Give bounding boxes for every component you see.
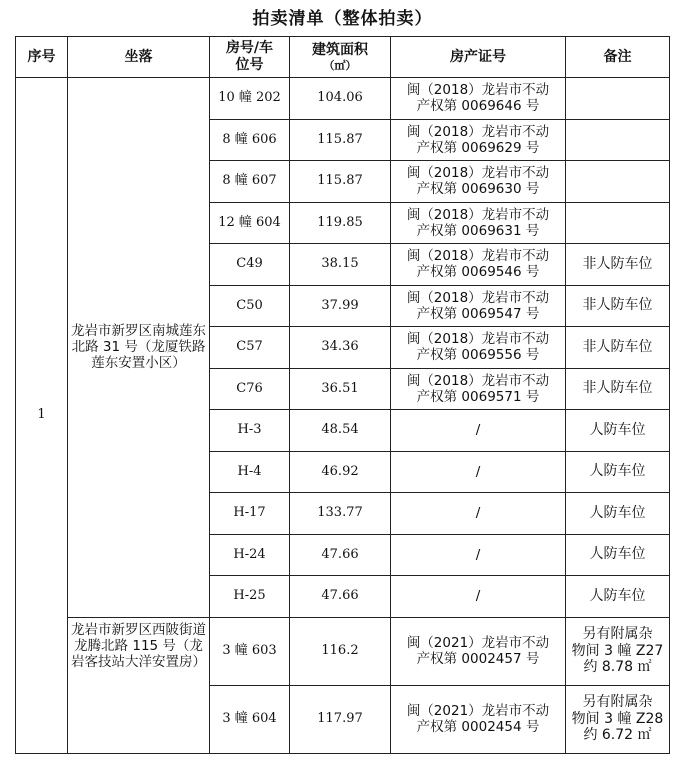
cert-cell: / (391, 534, 566, 576)
note-cell (566, 685, 670, 753)
note-line-2: 物间 3 幢 Z27 (571, 642, 664, 659)
cert-line-2: 产权第 0069631 号 (416, 222, 540, 239)
area-cell: 38.15 (290, 244, 391, 286)
header-room (210, 37, 290, 78)
cert-cell (391, 685, 566, 753)
note-cell: 人防车位 (566, 576, 670, 618)
cert-cell: / (391, 576, 566, 618)
document-title: 拍卖清单（整体拍卖） (252, 9, 433, 29)
cert-line-1: 闽（2018）龙岩市不动 (406, 165, 550, 182)
cert-line-1: 闽（2021）龙岩市不动 (406, 634, 550, 651)
header-area-unit: （㎡） (323, 58, 357, 72)
table-row (16, 78, 670, 120)
table-header-row (16, 37, 670, 78)
header-seq: 序号 (16, 37, 68, 78)
cert-line-1: 闽（2018）龙岩市不动 (406, 123, 550, 140)
note-cell (566, 119, 670, 161)
room-cell: H-17 (210, 493, 290, 535)
area-cell: 36.51 (290, 368, 391, 410)
cert-line-2: 产权第 0069571 号 (416, 388, 540, 405)
header-cert: 房产证号 (391, 37, 566, 78)
area-cell: 115.87 (290, 119, 391, 161)
cert-cell (391, 368, 566, 410)
note-line-1: 另有附属杂 (582, 693, 653, 710)
table-row (16, 617, 670, 685)
note-cell: 非人防车位 (566, 327, 670, 369)
room-cell: 12 幢 604 (210, 202, 290, 244)
header-room-line2: 位号 (235, 57, 264, 73)
room-cell: 3 幢 603 (210, 617, 290, 685)
cert-cell: / (391, 493, 566, 535)
cert-line-1: 闽（2018）龙岩市不动 (406, 331, 550, 348)
cert-cell (391, 78, 566, 120)
note-cell: 非人防车位 (566, 244, 670, 286)
cert-line-2: 产权第 0002457 号 (416, 651, 540, 667)
note-line-3: 约 8.78 ㎡ (583, 659, 652, 676)
note-cell: 人防车位 (566, 534, 670, 576)
cert-cell (391, 327, 566, 369)
seq-cell: 1 (16, 78, 68, 754)
location-cell-2: 龙岩市新罗区西陂街道龙腾北路 115 号（龙岩客技站大洋安置房） (68, 617, 210, 753)
cert-line-2: 产权第 0069629 号 (416, 139, 540, 156)
cert-line-2: 产权第 0069630 号 (416, 181, 540, 198)
cert-line-1: 闽（2018）龙岩市不动 (406, 372, 550, 389)
cert-line-1: 闽（2018）龙岩市不动 (406, 289, 550, 306)
cert-line-1: 闽（2021）龙岩市不动 (406, 702, 550, 719)
cert-cell: / (391, 410, 566, 452)
note-cell: 非人防车位 (566, 285, 670, 327)
note-line-3: 约 6.72 ㎡ (583, 727, 652, 744)
cert-line-1: 闽（2018）龙岩市不动 (406, 206, 550, 223)
area-cell: 116.2 (290, 617, 391, 685)
note-line-2: 物间 3 幢 Z28 (571, 710, 664, 727)
room-cell: 10 幢 202 (210, 78, 290, 120)
room-cell: H-4 (210, 451, 290, 493)
area-cell: 117.97 (290, 685, 391, 753)
room-cell: C57 (210, 327, 290, 369)
note-cell: 非人防车位 (566, 368, 670, 410)
cert-cell (391, 244, 566, 286)
note-line-1: 另有附属杂 (582, 625, 653, 642)
cert-line-2: 产权第 0069646 号 (416, 98, 540, 115)
cert-line-1: 闽（2018）龙岩市不动 (406, 248, 550, 265)
room-cell: H-25 (210, 576, 290, 618)
area-cell: 133.77 (290, 493, 391, 535)
note-cell (566, 617, 670, 685)
auction-list-table (15, 36, 670, 754)
room-cell: 8 幢 606 (210, 119, 290, 161)
cert-cell (391, 617, 566, 685)
header-location: 坐落 (68, 37, 210, 78)
room-cell: H-24 (210, 534, 290, 576)
cert-line-2: 产权第 0069547 号 (416, 305, 540, 322)
area-cell: 119.85 (290, 202, 391, 244)
room-cell: 3 幢 604 (210, 685, 290, 753)
note-cell (566, 78, 670, 120)
note-cell: 人防车位 (566, 493, 670, 535)
cert-cell: / (391, 451, 566, 493)
room-cell: H-3 (210, 410, 290, 452)
note-cell: 人防车位 (566, 410, 670, 452)
header-room-line1: 房号/车 (225, 40, 274, 57)
area-cell: 34.36 (290, 327, 391, 369)
area-cell: 47.66 (290, 576, 391, 618)
location-cell-1: 龙岩市新罗区南城莲东北路 31 号（龙厦铁路莲东安置小区） (68, 78, 210, 618)
cert-cell (391, 161, 566, 203)
room-cell: 8 幢 607 (210, 161, 290, 203)
note-cell (566, 161, 670, 203)
area-cell: 37.99 (290, 285, 391, 327)
room-cell: C49 (210, 244, 290, 286)
cert-cell (391, 202, 566, 244)
cert-line-2: 产权第 0002454 号 (416, 719, 540, 735)
cert-line-1: 闽（2018）龙岩市不动 (406, 82, 550, 99)
note-cell (566, 202, 670, 244)
area-cell: 47.66 (290, 534, 391, 576)
room-cell: C76 (210, 368, 290, 410)
area-cell: 48.54 (290, 410, 391, 452)
area-cell: 115.87 (290, 161, 391, 203)
cert-cell (391, 285, 566, 327)
header-area-line1: 建筑面积 (312, 42, 368, 58)
header-note: 备注 (566, 37, 670, 78)
room-cell: C50 (210, 285, 290, 327)
note-cell: 人防车位 (566, 451, 670, 493)
cert-cell (391, 119, 566, 161)
cert-line-2: 产权第 0069546 号 (416, 264, 540, 281)
header-area (290, 37, 391, 78)
area-cell: 46.92 (290, 451, 391, 493)
area-cell: 104.06 (290, 78, 391, 120)
cert-line-2: 产权第 0069556 号 (416, 347, 540, 364)
